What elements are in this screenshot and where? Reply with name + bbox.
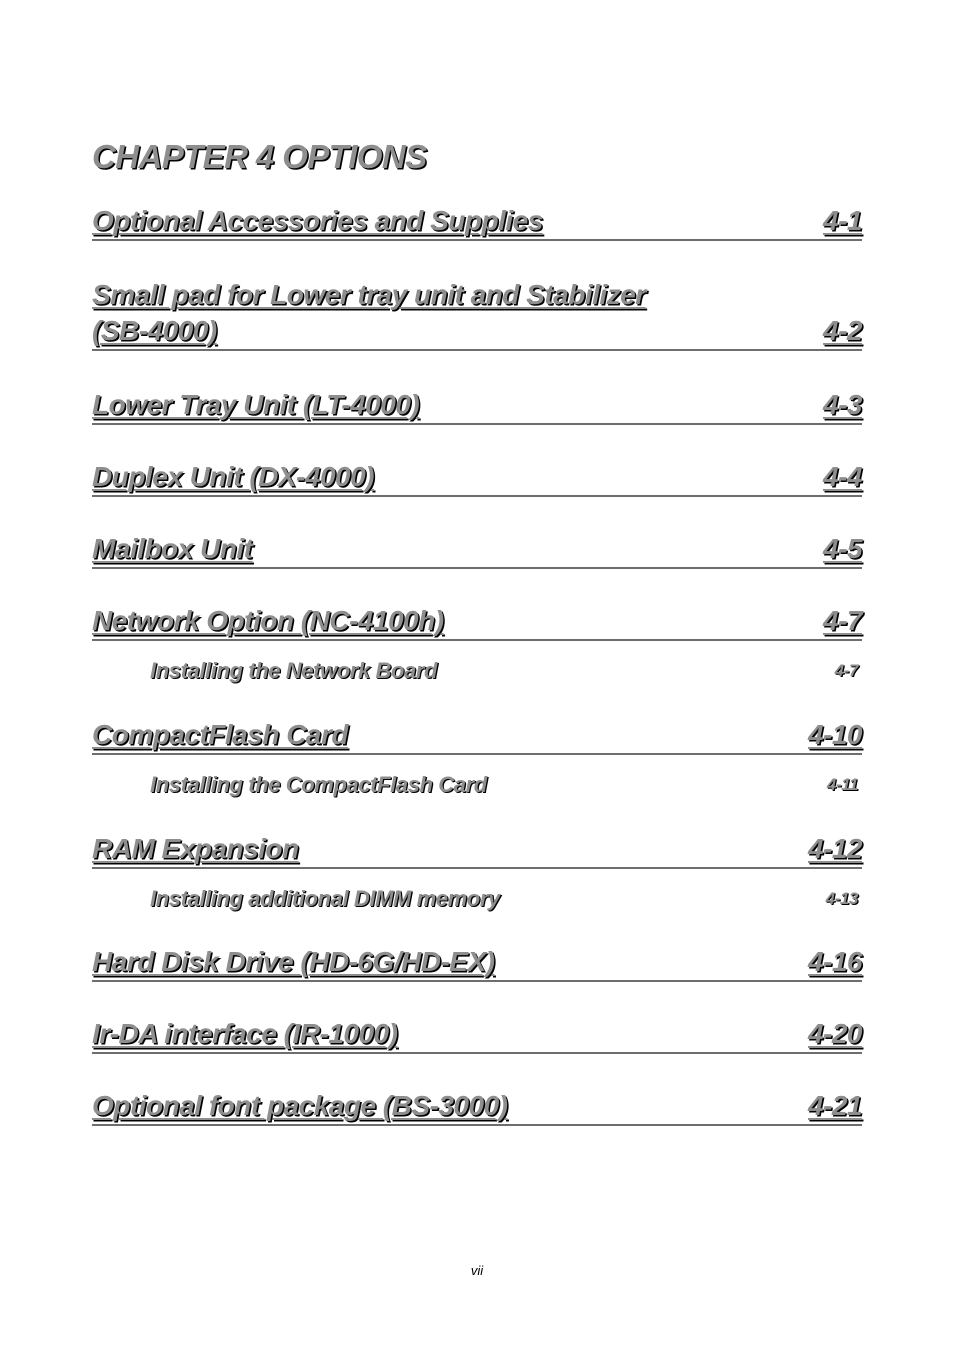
toc-entry-label-line1: Small pad for Lower tray unit and Stabilizer bbox=[92, 279, 646, 310]
toc-entry-label: Mailbox Unit bbox=[92, 533, 253, 564]
toc-entry-label: CompactFlash Card bbox=[92, 719, 348, 750]
toc-entry-page: 4-10 bbox=[807, 719, 862, 750]
toc-subentry-page: 4-13 bbox=[825, 889, 858, 908]
toc-subentry-installing-compactflash[interactable] bbox=[150, 771, 858, 799]
toc-entry-small-pad[interactable] bbox=[92, 277, 862, 351]
toc-entry-label: RAM Expansion bbox=[92, 833, 299, 864]
toc-entry-irda-interface[interactable] bbox=[92, 1016, 862, 1054]
toc-subentry-page: 4-7 bbox=[834, 661, 858, 680]
toc-entry-page: 4-3 bbox=[823, 389, 862, 420]
toc-entry-compactflash-card[interactable] bbox=[92, 717, 862, 755]
footer-page-number: vii bbox=[470, 1263, 484, 1278]
toc-entry-label: Hard Disk Drive (HD-6G/HD-EX) bbox=[92, 946, 495, 977]
toc-entry-optional-accessories[interactable] bbox=[92, 203, 862, 241]
toc-entry-label: Optional Accessories and Supplies bbox=[92, 205, 543, 236]
chapter-title: CHAPTER 4 OPTIONS bbox=[92, 138, 427, 175]
toc-subentry-installing-dimm[interactable] bbox=[150, 885, 858, 913]
toc-subentry-installing-network-board[interactable] bbox=[150, 657, 858, 685]
toc-entry-page: 4-21 bbox=[807, 1090, 862, 1121]
toc-subentry-label: Installing the Network Board bbox=[150, 658, 438, 683]
toc-entry-page: 4-12 bbox=[807, 833, 862, 864]
toc-entry-label-line2: (SB-4000) bbox=[92, 315, 217, 346]
toc-entry-hard-disk-drive[interactable] bbox=[92, 944, 862, 982]
toc-entry-page: 4-7 bbox=[823, 605, 862, 636]
toc-entry-page: 4-5 bbox=[823, 533, 862, 564]
toc-entry-page: 4-20 bbox=[807, 1018, 862, 1049]
toc-entry-page: 4-16 bbox=[807, 946, 862, 977]
toc-entry-mailbox-unit[interactable] bbox=[92, 531, 862, 569]
toc-entry-label: Duplex Unit (DX-4000) bbox=[92, 461, 374, 492]
toc-subentry-label: Installing additional DIMM memory bbox=[150, 886, 500, 911]
toc-subentry-label: Installing the CompactFlash Card bbox=[150, 772, 487, 797]
toc-entry-label: Network Option (NC-4100h) bbox=[92, 605, 444, 636]
toc-entry-duplex-unit[interactable] bbox=[92, 459, 862, 497]
toc-subentry-page: 4-11 bbox=[826, 775, 858, 794]
toc-entry-font-package[interactable] bbox=[92, 1088, 862, 1126]
toc-entry-network-option[interactable] bbox=[92, 603, 862, 641]
toc-entry-page: 4-2 bbox=[823, 315, 862, 346]
toc-entry-label bbox=[92, 277, 646, 349]
toc-entry-lower-tray[interactable] bbox=[92, 387, 862, 425]
toc-entry-label: Optional font package (BS-3000) bbox=[92, 1090, 508, 1121]
toc-entry-page: 4-1 bbox=[823, 205, 862, 236]
toc-entry-ram-expansion[interactable] bbox=[92, 831, 862, 869]
toc-entry-page: 4-4 bbox=[823, 461, 862, 492]
toc-entry-label: Ir-DA interface (IR-1000) bbox=[92, 1018, 398, 1049]
toc-entry-label: Lower Tray Unit (LT-4000) bbox=[92, 389, 420, 420]
